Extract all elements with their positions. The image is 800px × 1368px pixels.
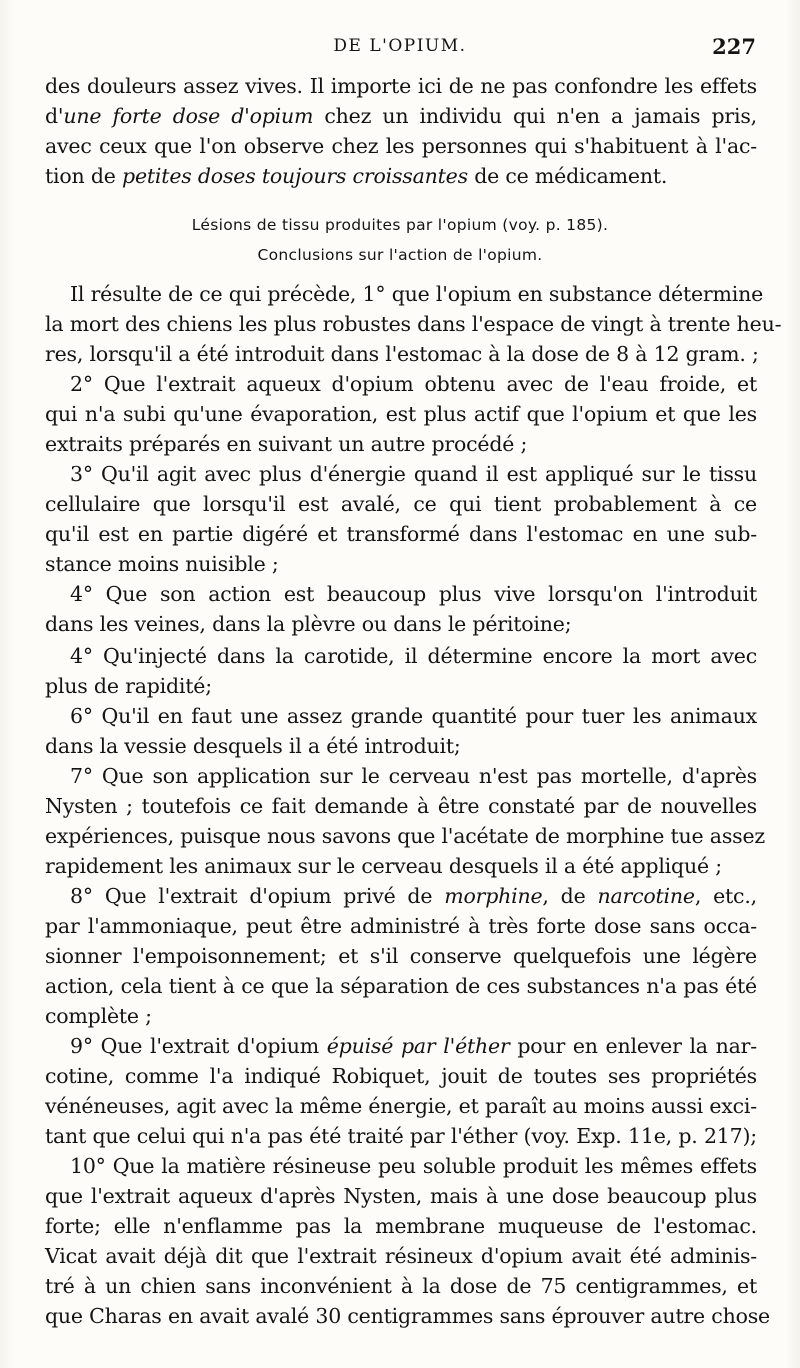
running-header-title: DE L'OPIUM. (333, 36, 467, 56)
text-line: 3° Qu'il agit avec plus d'énergie quand il est appliqué sur le tissu (70, 462, 757, 486)
italic-phrase: une forte dose d'opium (63, 104, 314, 128)
text-line: vénéneuses, agit avec la même énergie, et paraît au moins aussi exci- (45, 1094, 757, 1118)
text-line: la mort des chiens les plus robustes dans l'espace de vingt à trente heu- (45, 312, 782, 336)
text-line: cotine, comme l'a indiqué Robiquet, jouit de toutes ses propriétés (45, 1064, 757, 1088)
text-line: action, cela tient à ce que la séparation de ces substances n'a pas été (45, 974, 757, 998)
text-run: tion de (45, 164, 123, 188)
text-line: avec ceux que l'on observe chez les personnes qui s'habituent à l'ac- (45, 134, 757, 158)
text-line: expériences, puisque nous savons que l'acétate de morphine tue assez (45, 824, 765, 848)
italic-phrase: petites doses toujours croissantes (122, 164, 468, 188)
text-line: 2° Que l'extrait aqueux d'opium obtenu avec de l'eau froide, et (70, 372, 757, 396)
text-line: des douleurs assez vives. Il importe ici de ne pas confondre les effets (45, 74, 757, 98)
section-heading: Lésions de tissu produites par l'opium (voy. p. 185). (191, 216, 609, 234)
text-line (45, 1036, 757, 1057)
text-line: par l'ammoniaque, peut être administré à très forte dose sans occa- (45, 914, 757, 938)
text-line: tré à un chien sans inconvénient à la dose de 75 centigrammes, et (45, 1274, 757, 1298)
section-subheading: Conclusions sur l'action de l'opium. (257, 246, 543, 264)
text-line: que Charas en avait avalé 30 centigrammes sans éprouver autre chose (45, 1304, 770, 1328)
text-run: pour en enlever la nar- (509, 1034, 757, 1058)
text-line: 10° Que la matière résineuse peu soluble produit les mêmes effets (70, 1154, 757, 1178)
text-line: rapidement les animaux sur le cerveau desquels il a été appliqué ; (45, 854, 722, 878)
text-line: que l'extrait aqueux d'après Nysten, mais à une dose beaucoup plus (45, 1184, 757, 1208)
text-line: Vicat avait déjà dit que l'extrait résineux d'opium avait été adminis- (45, 1244, 757, 1268)
text-line: stance moins nuisible ; (45, 552, 279, 576)
text-line: 4° Que son action est beaucoup plus vive lorsqu'on l'introduit (70, 582, 757, 606)
text-line: forte; elle n'enflamme pas la membrane muqueuse de l'estomac. (45, 1214, 757, 1238)
text-line: qui n'a subi qu'une évaporation, est plus actif que l'opium et que les (45, 402, 757, 426)
text-run: , etc., (694, 884, 757, 908)
italic-phrase: épuisé par l'éther (326, 1034, 510, 1058)
text-line: res, lorsqu'il a été introduit dans l'estomac à la dose de 8 à 12 gram. ; (45, 342, 759, 366)
page-number: 227 (712, 34, 756, 59)
text-line: extraits préparés en suivant un autre procédé ; (45, 432, 528, 456)
text-line: qu'il est en partie digéré et transformé dans l'estomac en une sub- (45, 522, 757, 546)
text-line: Il résulte de ce qui précède, 1° que l'opium en substance détermine (70, 282, 764, 306)
text-run: 9° Que l'extrait d'opium (70, 1034, 327, 1058)
text-line: 4° Qu'injecté dans la carotide, il détermine encore la mort avec (70, 644, 757, 668)
text-line (45, 166, 757, 187)
text-line: cellulaire que lorsqu'il est avalé, ce qui tient probablement à ce (45, 492, 757, 516)
text-line: sionner l'empoisonnement; et s'il conserve quelquefois une légère (45, 944, 757, 968)
text-line (45, 886, 757, 907)
text-line: complète ; (45, 1004, 152, 1028)
text-line: dans la vessie desquels il a été introduit; (45, 734, 461, 758)
text-run: chez un individu qui n'en a jamais pris, (313, 104, 757, 128)
text-run: d' (45, 104, 64, 128)
text-run: de ce médicament. (467, 164, 668, 188)
text-line: dans les veines, dans la plèvre ou dans le péritoine; (45, 612, 572, 636)
text-line: 7° Que son application sur le cerveau n'est pas mortelle, d'après (70, 764, 757, 788)
italic-phrase: narcotine (597, 884, 695, 908)
italic-phrase: morphine (444, 884, 543, 908)
text-line: Nysten ; toutefois ce fait demande à être constaté par de nouvelles (45, 794, 757, 818)
text-line: 6° Qu'il en faut une assez grande quantité pour tuer les animaux (70, 704, 757, 728)
text-line (45, 106, 757, 127)
text-line: plus de rapidité; (45, 674, 212, 698)
text-line: tant que celui qui n'a pas été traité par l'éther (voy. Exp. 11e, p. 217); (45, 1124, 757, 1148)
text-run: , de (542, 884, 598, 908)
text-run: 8° Que l'extrait d'opium privé de (70, 884, 445, 908)
